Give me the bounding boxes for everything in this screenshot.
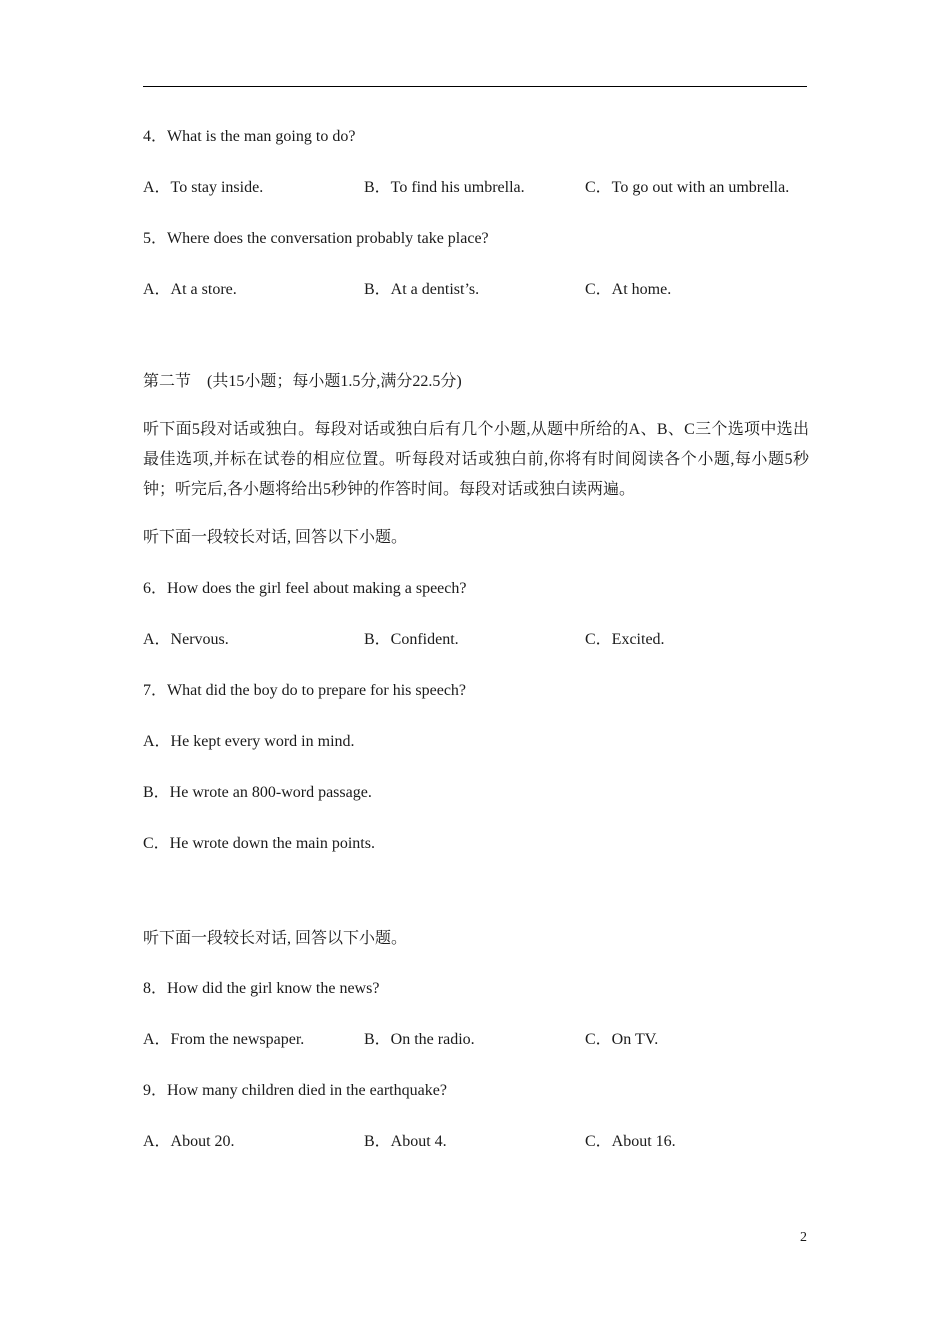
q5-option-b: B．At a dentist’s.	[364, 281, 480, 298]
q4-option-a: A．To stay inside.	[143, 179, 264, 196]
question-text: How did the girl know the news?	[167, 980, 380, 997]
question-8	[143, 978, 379, 1000]
question-number: 7．	[143, 682, 168, 699]
dialogue-intro: 听下面一段较长对话, 回答以下小题。	[143, 529, 408, 546]
header-rule	[143, 86, 807, 87]
question-text: What is the man going to do?	[167, 128, 356, 145]
question-text: What did the boy do to prepare for his speech?	[167, 682, 467, 699]
q4-option-c: C．To go out with an umbrella.	[585, 179, 790, 196]
question-number: 6．	[143, 580, 168, 597]
question-number: 8．	[143, 980, 168, 997]
question-7	[143, 680, 466, 702]
q9-option-b: B．About 4.	[364, 1133, 447, 1150]
question-4	[143, 126, 355, 148]
q8-option-b: B．On the radio.	[364, 1031, 475, 1048]
page-number: 2	[800, 1230, 807, 1245]
q4-option-b: B．To find his umbrella.	[364, 179, 525, 196]
question-6	[143, 578, 466, 600]
q7-option-b: B．He wrote an 800-word passage.	[143, 784, 372, 801]
q7-option-a: A．He kept every word in mind.	[143, 733, 355, 750]
q5-option-a: A．At a store.	[143, 281, 237, 298]
q9-option-a: A．About 20.	[143, 1133, 235, 1150]
q8-option-c: C．On TV.	[585, 1031, 659, 1048]
q7-option-c: C．He wrote down the main points.	[143, 835, 375, 852]
question-text: How many children died in the earthquake?	[167, 1082, 447, 1099]
question-text: Where does the conversation probably take place?	[167, 230, 489, 247]
question-number: 5．	[143, 230, 168, 247]
q6-option-a: A．Nervous.	[143, 631, 229, 648]
question-number: 4．	[143, 128, 168, 145]
section-instructions: 听下面5段对话或独白。每段对话或独白后有几个小题,从题中所给的A、B、C三个选项中选出最佳选项,并标在试卷的相应位置。听每段对话或独白前,你将有时间阅读各个小题,每小题5秒钟；听完后,各小题将给出5秒钟的作答时间。每段对话或独白读两遍。	[143, 421, 809, 498]
q9-option-c: C．About 16.	[585, 1133, 676, 1150]
question-9	[143, 1080, 447, 1102]
section-title: 第二节 (共15小题；每小题1.5分,满分22.5分)	[143, 373, 462, 390]
q8-option-a: A．From the newspaper.	[143, 1031, 305, 1048]
dialogue-intro: 听下面一段较长对话, 回答以下小题。	[143, 930, 408, 947]
q6-option-c: C．Excited.	[585, 631, 665, 648]
question-5	[143, 228, 489, 250]
q5-option-c: C．At home.	[585, 281, 672, 298]
q6-option-b: B．Confident.	[364, 631, 459, 648]
question-number: 9．	[143, 1082, 168, 1099]
question-text: How does the girl feel about making a speech?	[167, 580, 467, 597]
